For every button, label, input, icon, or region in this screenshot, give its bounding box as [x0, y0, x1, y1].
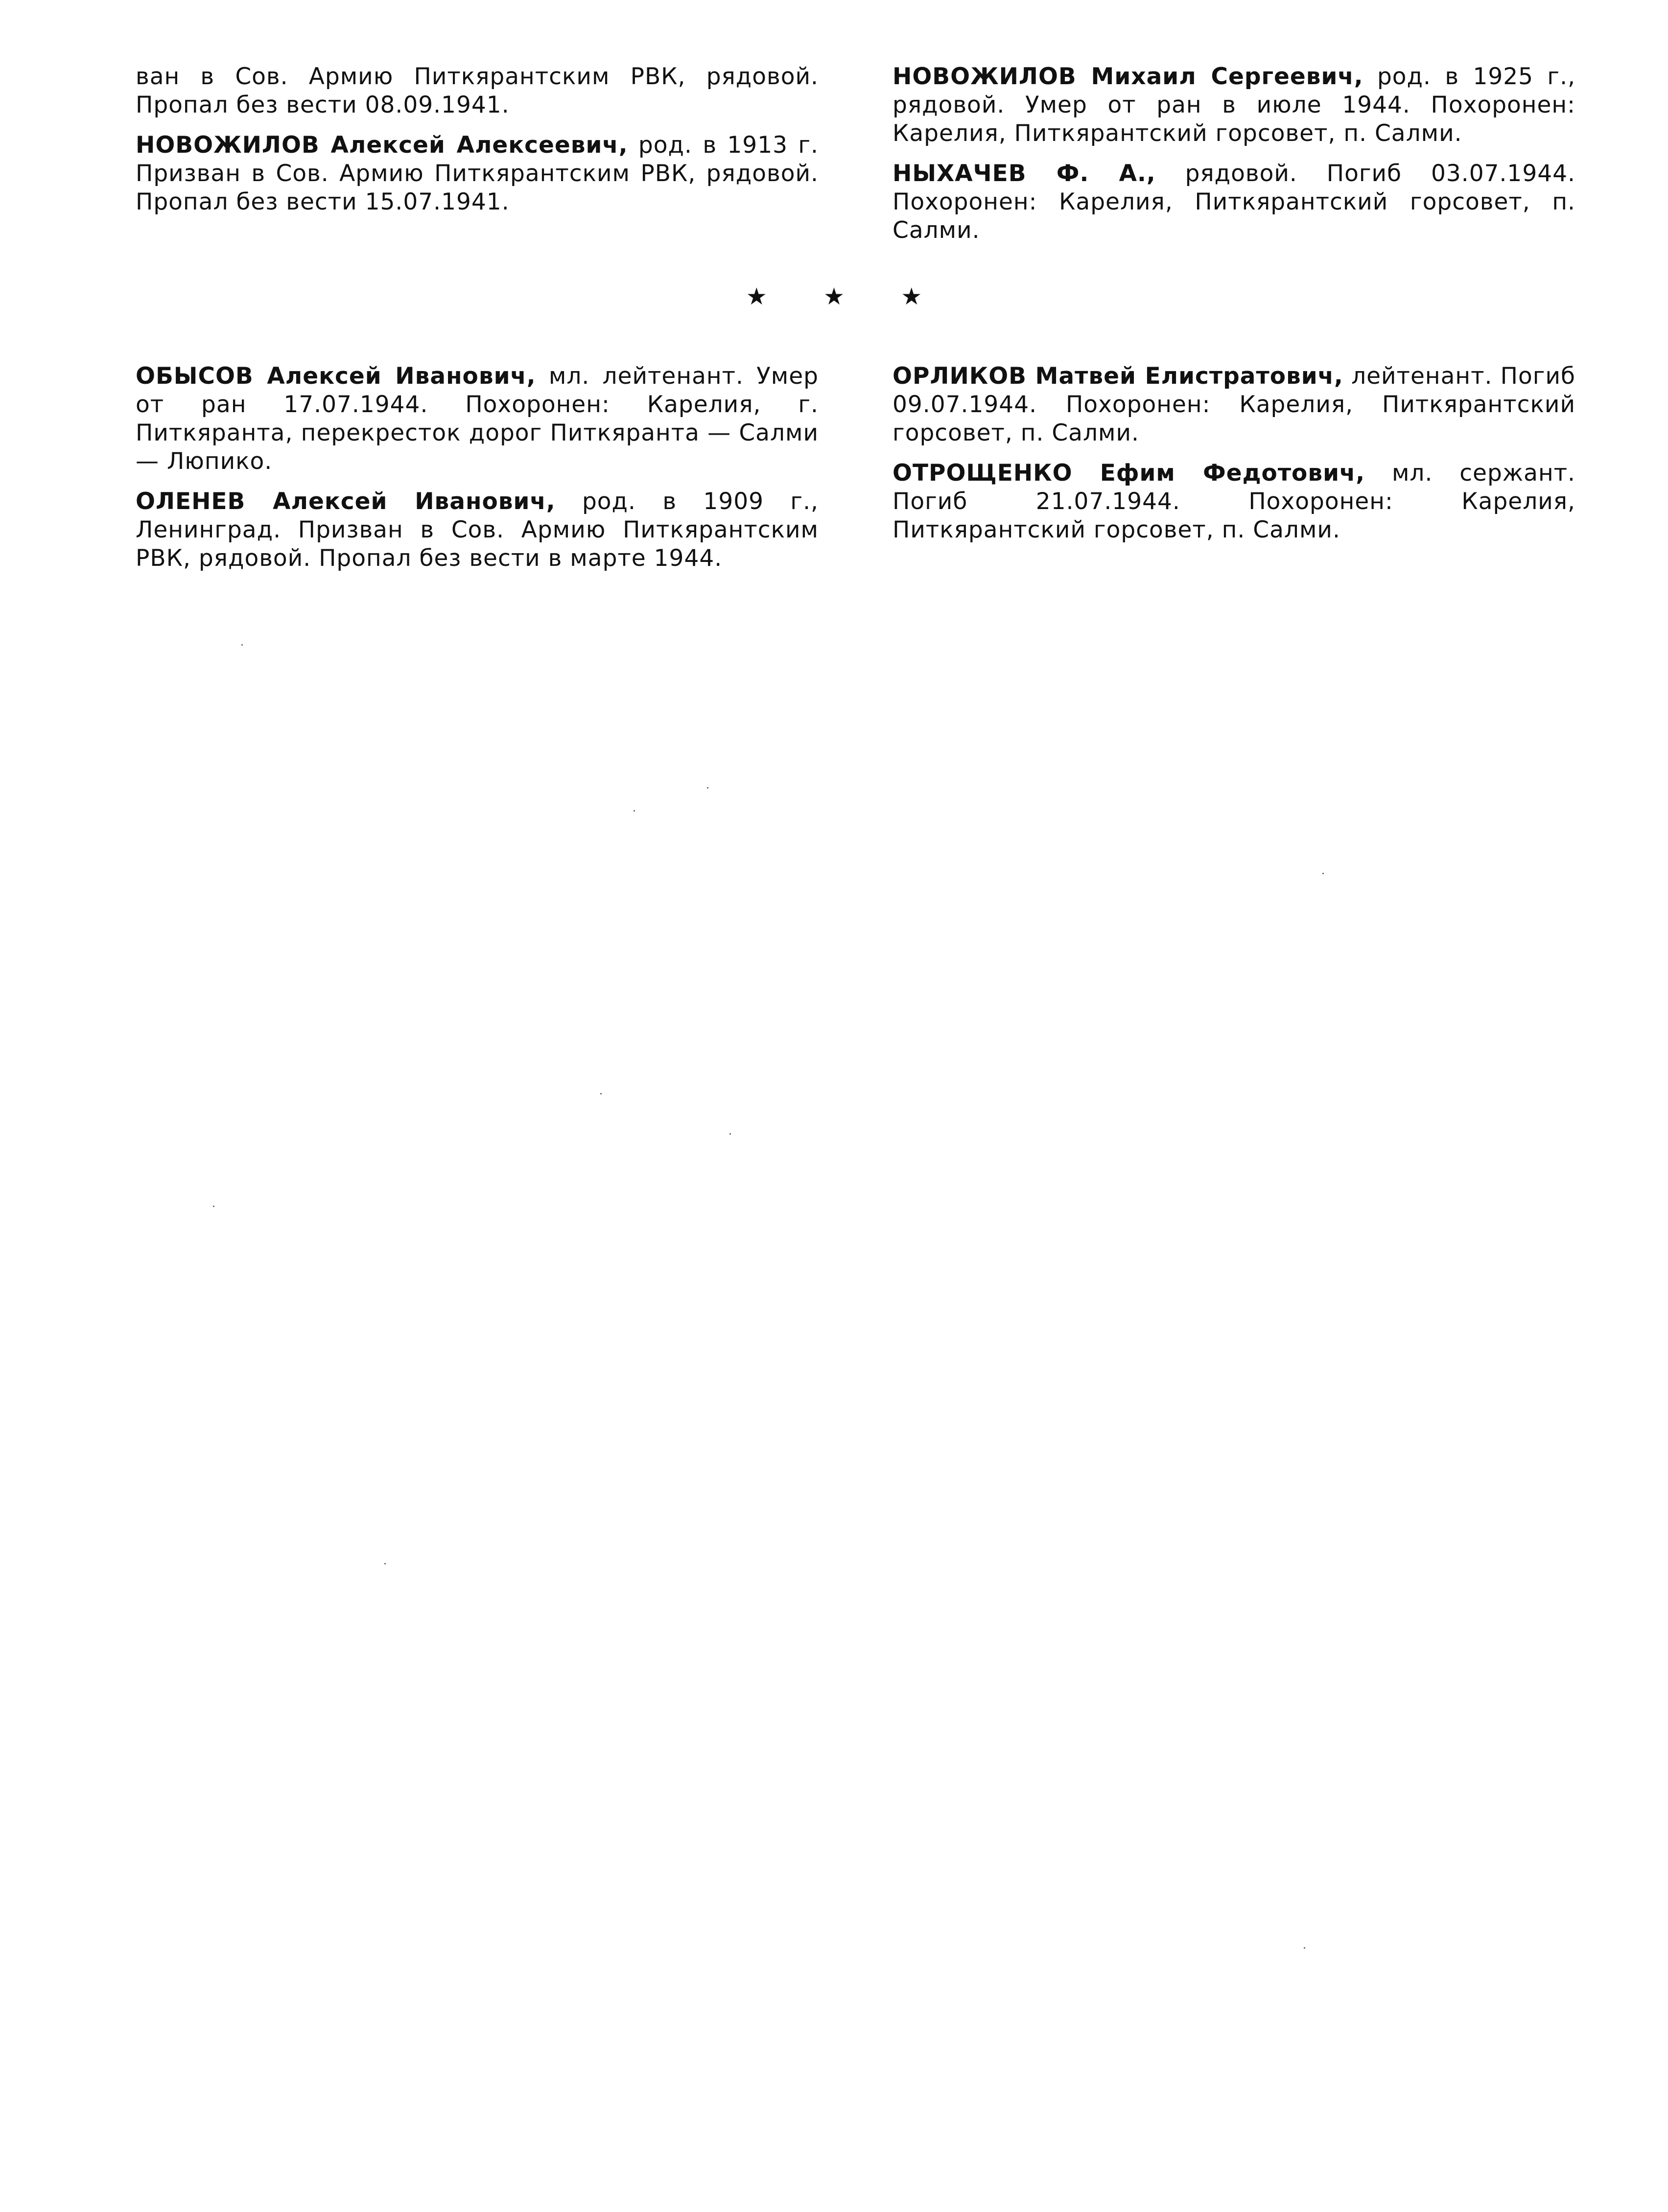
record-text: род. в 1925 г., рядовой. Умер от ран в июле 1944. Похоронен: Карелия, Питкярантский горсовет, п. Салми. — [893, 63, 1576, 147]
scan-speck — [1322, 873, 1324, 874]
record-entry — [136, 131, 819, 216]
record-name: ОЛЕНЕВ Алексей Иванович, — [136, 488, 556, 515]
top-right-column — [893, 63, 1575, 256]
record-entry — [893, 160, 1575, 245]
record-name: НОВОЖИЛОВ Алексей Алексеевич, — [136, 132, 628, 159]
record-text: мл. сержант. Погиб 21.07.1944. Похоронен: Карелия, Питкярантский горсовет, п. Салми. — [893, 460, 1575, 543]
record-text: рядовой. Погиб 03.07.1944. Похоронен: Карелия, Питкярантский горсовет, п. Салми. — [893, 160, 1575, 244]
record-name: НОВОЖИЛОВ Михаил Сергеевич, — [893, 63, 1363, 90]
record-name: ОРЛИКОВ Матвей Елистратович, — [893, 363, 1343, 390]
section-separator-stars: ★ ★ ★ — [746, 283, 947, 310]
record-name: ОТРОЩЕНКО Ефим Федотович, — [893, 460, 1365, 487]
scan-speck — [707, 787, 708, 789]
scan-speck — [729, 1133, 731, 1135]
record-entry — [136, 362, 819, 476]
bottom-right-column — [893, 362, 1575, 556]
record-text: мл. лейтенант. Умер от ран 17.07.1944. Похоронен: Карелия, г. Питкяранта, перекресток дорог Питкяранта — Салми — Люпико. — [136, 363, 819, 475]
scan-speck — [241, 644, 243, 646]
scan-speck — [634, 810, 635, 812]
scan-speck — [384, 1563, 386, 1564]
record-entry — [893, 459, 1575, 544]
bottom-left-column — [136, 362, 819, 584]
scan-speck — [213, 1206, 214, 1207]
record-text: род. в 1913 г. Призван в Сов. Армию Питкярантским РВК, рядовой. Пропал без вести 15.07.1941. — [136, 132, 819, 215]
scan-speck — [600, 1093, 602, 1094]
record-name: ОБЫСОВ Алексей Иванович, — [136, 363, 536, 390]
continuation-paragraph — [136, 63, 819, 119]
continuation-text: ван в Сов. Армию Питкярантским РВК, рядовой. Пропал без вести 08.09.1941. — [136, 63, 819, 118]
scan-speck — [1304, 1947, 1305, 1949]
top-left-column — [136, 63, 819, 228]
record-entry — [893, 63, 1575, 148]
record-entry — [136, 488, 819, 573]
record-name: НЫХАЧЕВ Ф. А., — [893, 160, 1156, 187]
record-text: род. в 1909 г., Ленинград. Призван в Сов. Армию Питкярантским РВК, рядовой. Пропал без вести в марте 1944. — [136, 488, 819, 572]
record-entry — [893, 362, 1575, 447]
record-text: лейтенант. Погиб 09.07.1944. Похоронен: Карелия, Питкярантский горсовет, п. Салми. — [893, 363, 1575, 446]
